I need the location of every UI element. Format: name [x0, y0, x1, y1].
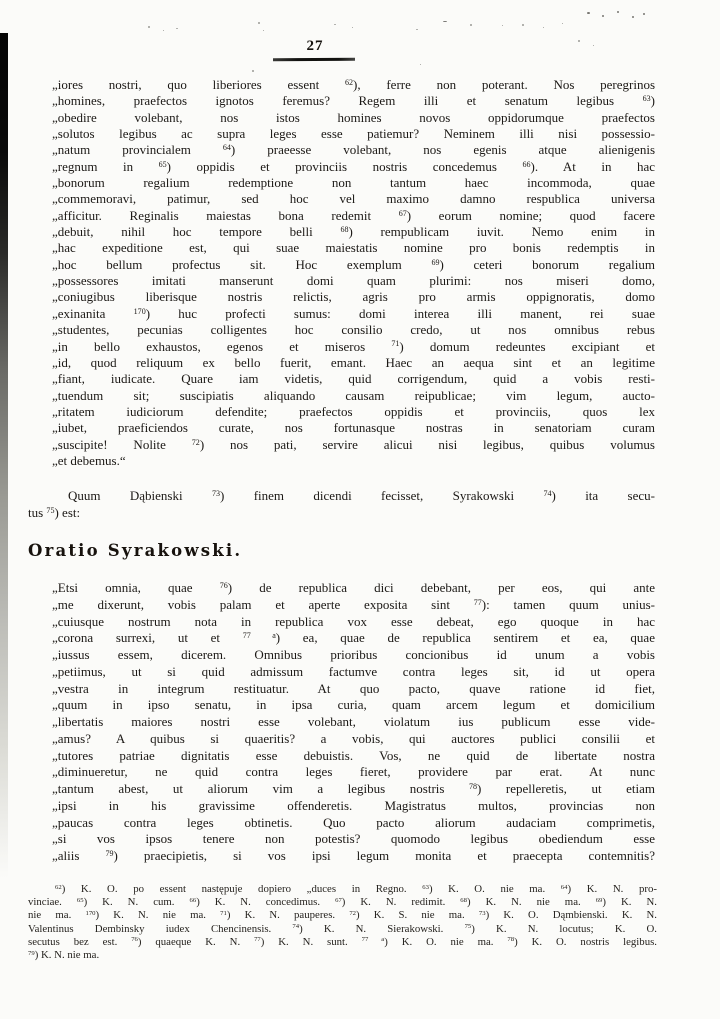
text-line: „natum provincialem $^{64}$) praeesse volebant, nos egenis atque alienigenis: [52, 142, 656, 158]
narration-paragraph: [28, 487, 655, 521]
scan-speck: [263, 30, 264, 31]
text-line: „tantum abest, ut aliorum vim a legibus nostris $^{78}$) repelleretis, ut etiam: [52, 781, 656, 796]
text-line: „coniugibus liberisque nostris relictis, agris pro armis oppignoratis, domo: [52, 289, 655, 305]
scan-speck: [643, 13, 645, 15]
text-line: „tutores patriae dignitatis esse debuistis. Vos, ne quid de libertate nostra: [52, 747, 655, 763]
scan-speck: [632, 16, 634, 18]
text-line: „diminueretur, ne quid contra leges fieret, providere par erat. At nunc: [52, 764, 655, 780]
text-line: „cuiusque nostrum nota in republica vox esse debeat, ego quoque in hac: [52, 613, 655, 629]
text-line: „bonorum regalium redemptione non tantum haec incommoda, quae: [52, 175, 655, 191]
text-line: „commemoravi, patimur, sed hoc vel maximo damno respublica universa: [52, 191, 655, 207]
page-number: 27: [306, 38, 324, 54]
text-line: „me dixerunt, vobis palam et aperte exposita sint $^{77}$): tamen quum unius-: [52, 596, 655, 612]
text-line: „hac expeditione est, qui suae maiestatis nomine pro bonis redemptis in: [52, 240, 655, 256]
text-line: „homines, praefectos ignotos feremus? Regem illi et senatum legibus $^{63}$): [52, 93, 655, 109]
oration-dabienski-quoted-text: [52, 77, 655, 469]
text-line: „iubet, praeficiendos curate, nos fortunasque nostras in senatoriam curam: [52, 420, 655, 436]
text-line: „ipsi in his gravissime offenderetis. Magistratus multos, provincias non: [52, 797, 655, 813]
scan-speck: [602, 15, 604, 17]
text-line: „iussus essem, dicerem. Omnibus prioribus concionibus id unum a vobis: [52, 647, 655, 662]
text-line: „obedire volebant, nos istos homines novos oppidorumque praefectos: [52, 109, 655, 125]
text-line: „solutos legibus ac supra leges esse patiemur? Neminem illi nisi possessio-: [52, 126, 655, 142]
scan-speck: [420, 64, 421, 65]
scan-speck: [617, 11, 619, 13]
text-line: „paucas contra leges obtinetis. Quo pacto aliorum audaciam comprimetis,: [52, 814, 655, 830]
text-line: $^{62}$) K. O. po essent następuje dopiero „duces in Regno. $^{63}$) K. O. nie ma. $^{64}$) K. N. pro-: [55, 883, 657, 895]
text-line: „ritatem iudiciorum defendite; praefectos oppidis et provinciis, quos lex: [52, 403, 655, 419]
text-line: „tuendum sit; suscipiatis aliquando causam reipublicae; vim legum, aucto-: [52, 387, 655, 403]
text-line: „exinanita $^{170}$) huc profecti sumus: domi interea illi manent, rei suae: [52, 305, 655, 321]
scan-speck: [148, 26, 150, 28]
scan-speck: [334, 24, 336, 25]
text-line: $^{79}$) K. N. nie ma.: [28, 949, 100, 962]
text-line: „si vos ipsos tenere non potestis? quomodo legibus obediendum esse: [52, 831, 655, 847]
text-line: „corona surrexi, ut et $^{77 a}$) ea, quae de republica sentirem et ea, quae: [52, 630, 655, 646]
scan-speck: [163, 30, 164, 31]
text-line: „suscipite! Nolite $^{72}$) nos pati, servire alicui nisi legibus, quibus volumus: [52, 436, 655, 452]
text-line: Quum Dąbienski $^{73}$) finem dicendi fecisset, Syrakowski $^{74}$) ita secu-: [68, 488, 655, 503]
page-number-rule: [273, 58, 355, 62]
text-line: „amus? A quibus si quaeritis? a vobis, qui auctores publici consilii et: [52, 730, 655, 746]
text-line: tus $^{75}$) est:: [28, 505, 81, 520]
text-line: „quum in ipso senatu, in ipsa curia, quam arcem legum et domicilium: [52, 697, 655, 713]
scan-speck: [593, 45, 594, 46]
text-line: „debuit, nihil hoc tempore belli $^{68}$) rempublicam iuvit. Nemo enim in: [52, 224, 655, 240]
scan-speck: [502, 25, 503, 26]
scan-speck: [587, 12, 590, 14]
text-line: „et debemus.“: [52, 452, 126, 468]
text-line: „hoc bellum profectus sit. Hoc exemplum $^{69}$) ceteri bonorum regalium: [52, 256, 655, 272]
text-line: „libertatis maiores nostri esse volebant, violatum ius publicum esse vide-: [52, 714, 655, 729]
text-line: „vestra in integrum restituatur. At quo pacto, quave ratione id fiet,: [52, 680, 655, 696]
text-line: „Etsi omnia, quae $^{76}$) de republica dici debebant, per eos, qui ante: [52, 580, 655, 595]
text-line: „in bello exhaustos, egenos et miseros $^{71}$) domum redeuntes excipiant et: [52, 338, 655, 354]
text-line: „regnum in $^{65}$) oppidis et provinciis nostris concedemus $^{66}$). At in hac: [52, 158, 655, 174]
text-line: „possessores imitati manserunt domi quam plurimi: nos miseri domo,: [52, 273, 655, 289]
text-line: „id, quod reliquum ex bello fuerit, emant. Haec an aequa sint et an legitime: [52, 354, 655, 370]
scan-speck: [470, 24, 472, 26]
text-line: „petiimus, ut si quid admissum factumve contra leges sit, id ut opera: [52, 663, 655, 679]
text-line: „aliis $^{79}$) praecipietis, si vos ipsi legum monita et praecepta contemnitis?: [52, 848, 655, 863]
text-line: Valentinus Dembinsky iudex Chencinensis. $^{74}$) K. N. Sierakowski. $^{75}$) K. N. locutus; K. O.: [28, 922, 658, 935]
section-heading-oratio-syrakowski: Oratio Syrakowski.: [28, 541, 243, 560]
scan-speck: [352, 27, 353, 28]
scan-speck: [443, 21, 447, 22]
scan-speck: [176, 28, 178, 29]
scan-speck: [562, 23, 563, 24]
text-line: nie ma. $^{170}$) K. N. nie ma. $^{71}$) K. N. pauperes. $^{72}$) K. S. nie ma. $^{73}$) K. O. Dąmbienski. K. N.: [28, 909, 658, 922]
text-line: „studentes, pecunias colligentes hoc consilio credo, ut nos omnibus rebus: [52, 322, 655, 338]
text-line: vinciae. $^{65}$) K. N. cum. $^{66}$) K. N. concedimus. $^{67}$) K. N. redimit. $^{68}$) K. N. nie ma. $^{69}$) K. N.: [28, 896, 657, 909]
text-line: secutus bez est. $^{76}$) quaeque K. N. $^{77}$) K. N. sunt. $^{77 a}$) K. O. nie ma. $^{78}$) K. O. nostris legibus.: [28, 935, 658, 948]
text-line: „afficitur. Reginalis maiestas bona redemit $^{67}$) eorum nomine; quod facere: [52, 207, 655, 223]
text-line: „fiant, iudicate. Quare iam videtis, quid corrigendum, quid a vobis resti-: [52, 371, 655, 387]
scan-speck: [578, 40, 580, 42]
text-line: „iores nostri, quo liberiores essent $^{62}$), ferre non poterant. Nos peregrinos: [52, 77, 656, 92]
scan-speck: [543, 27, 544, 28]
scan-speck: [252, 70, 254, 72]
scan-speck: [522, 24, 524, 26]
footnotes-block: [28, 883, 657, 962]
scan-speck: [416, 29, 418, 30]
scan-speck: [258, 22, 260, 24]
oration-syrakowski-quoted-text: [52, 580, 655, 865]
scan-artifact-left-bar: [0, 33, 8, 878]
